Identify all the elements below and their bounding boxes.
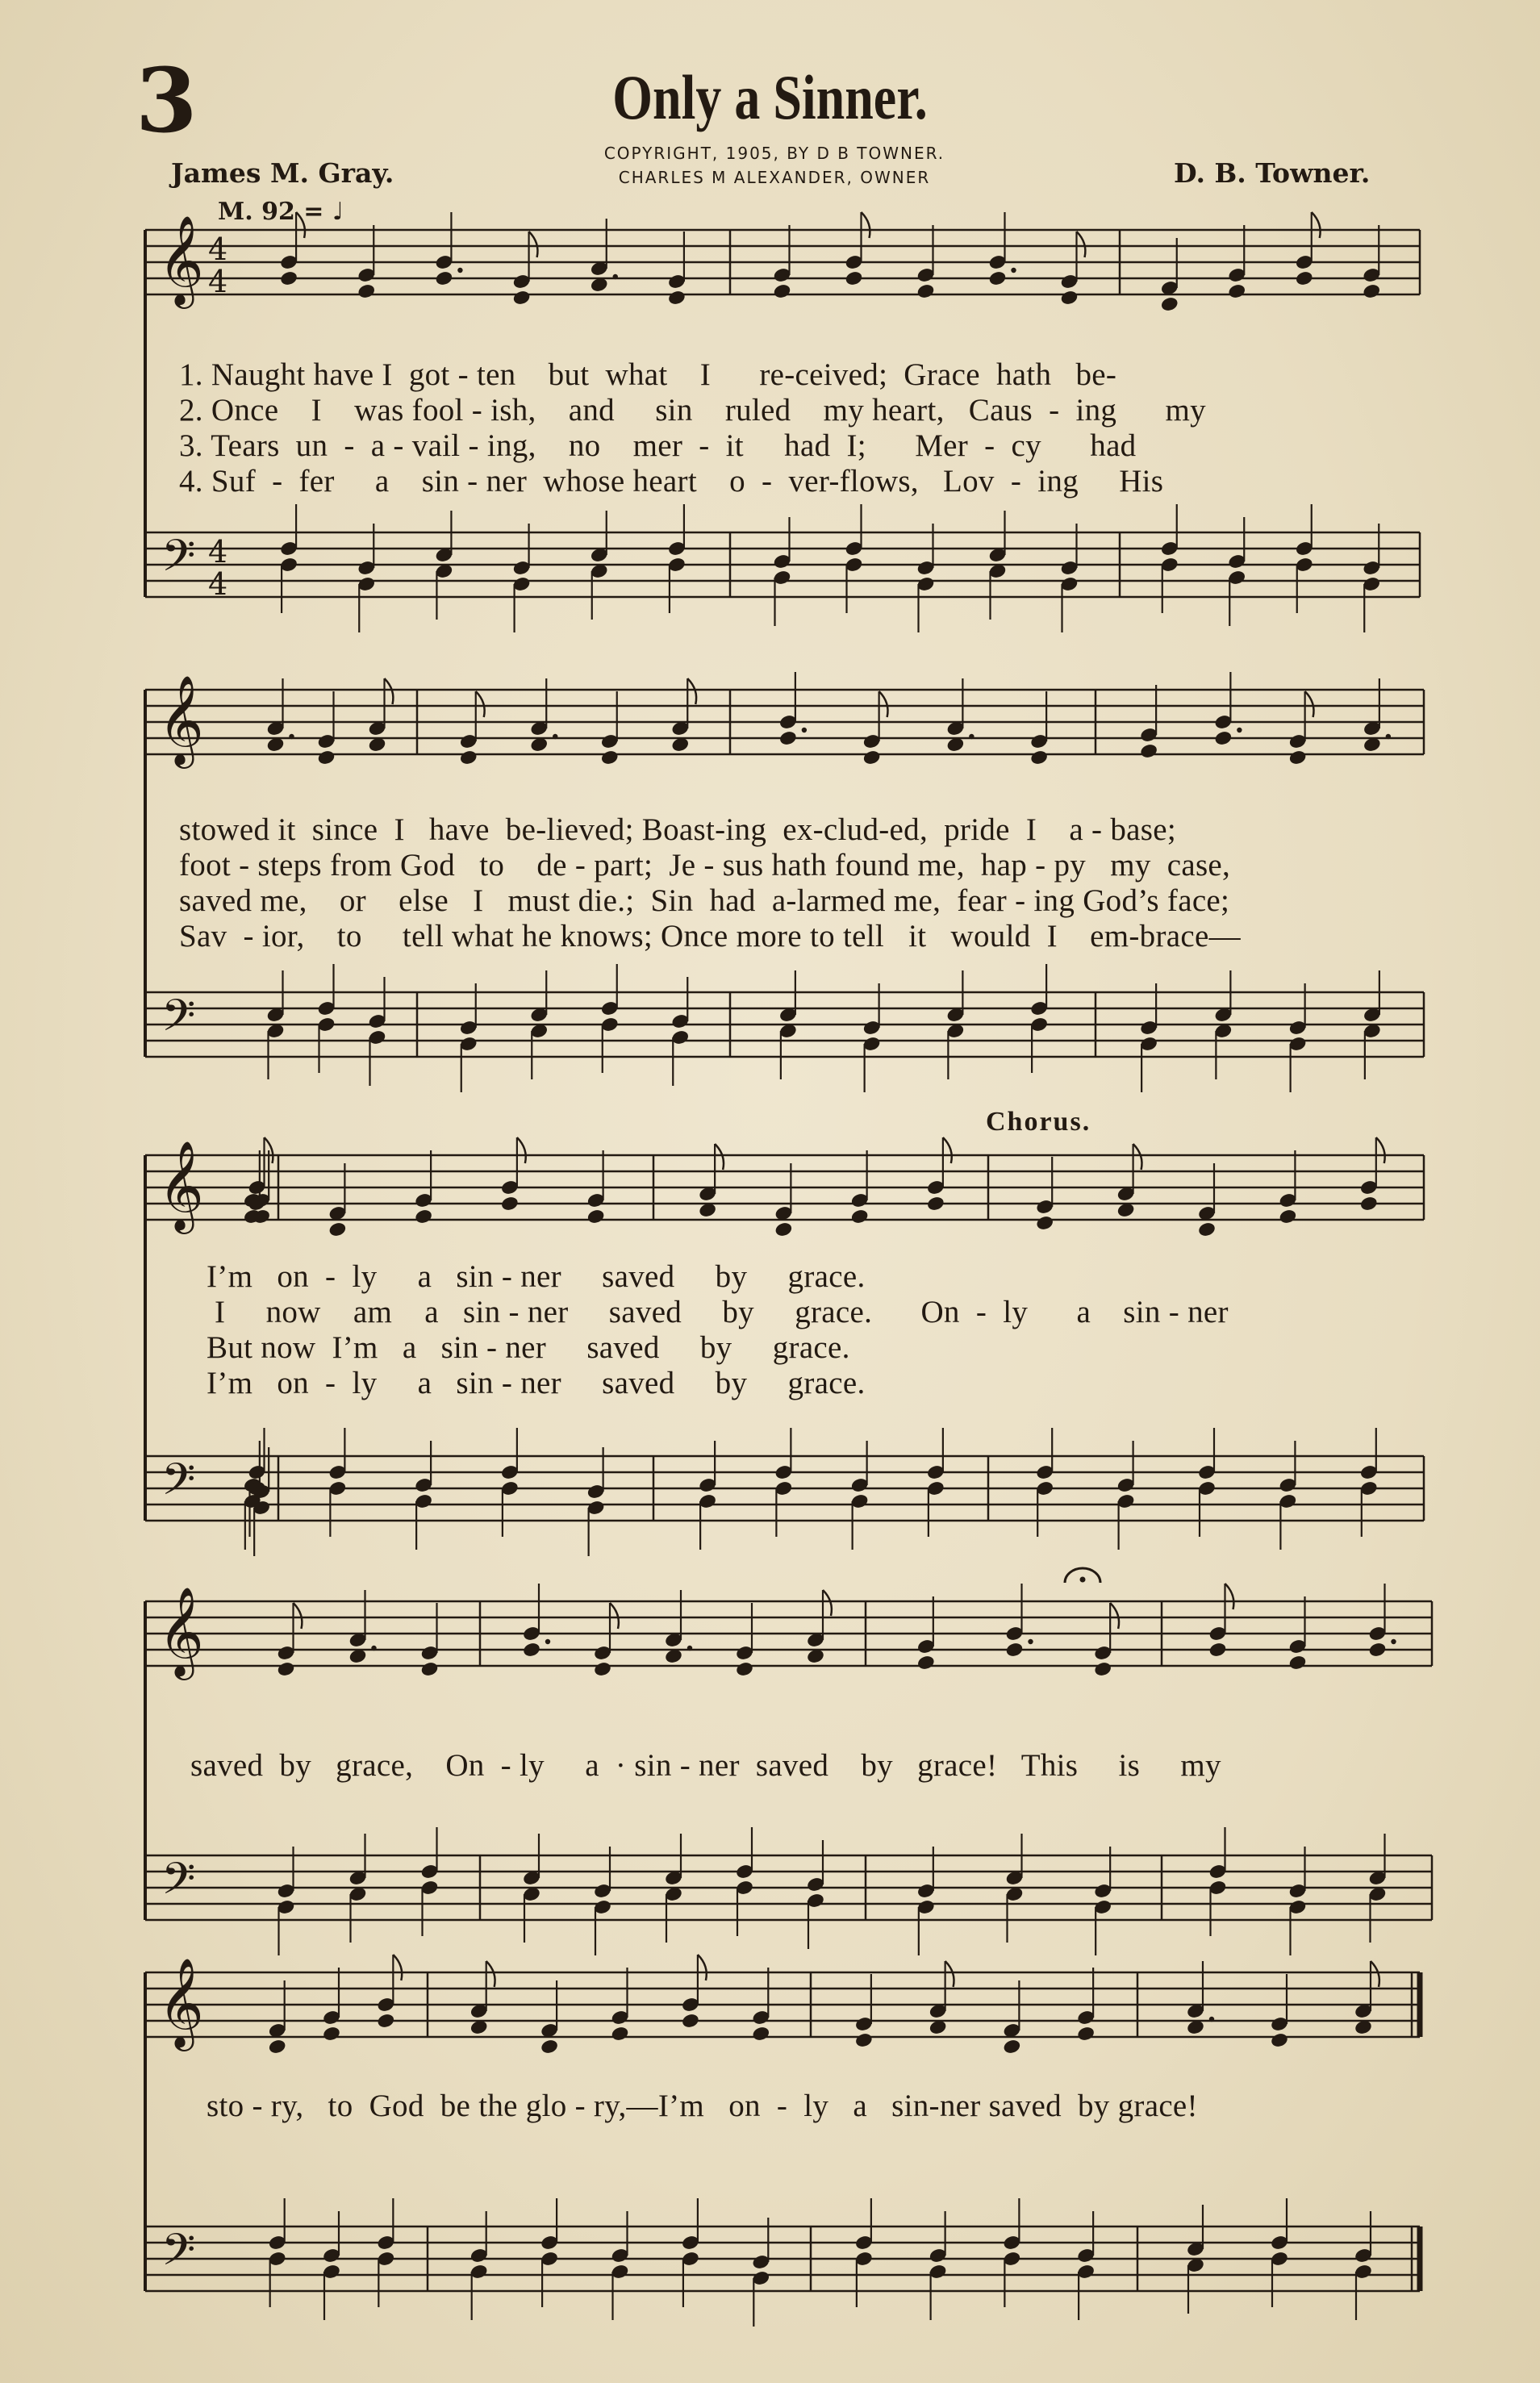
note-head	[420, 1661, 440, 1678]
note-head	[1208, 1642, 1228, 1659]
note-head	[916, 1655, 936, 1671]
note-head	[593, 1661, 612, 1678]
lyrics-s1-verse3: 3. Tears un - a - vail - ing, no mer - it had I; Mer - cy had	[179, 428, 1137, 463]
lyrics-s1-verse4: 4. Suf - fer a sin - ner whose heart o - ver-flows, Lov - ing His	[179, 464, 1164, 499]
dot	[1386, 734, 1391, 739]
chorus-label: Chorus.	[986, 1107, 1091, 1137]
dot	[1209, 2017, 1214, 2022]
note-head	[1368, 1642, 1388, 1659]
note-head	[751, 2026, 770, 2043]
treble-clef-icon: 𝄞	[158, 674, 204, 765]
dot	[613, 274, 618, 279]
note-head	[376, 2013, 395, 2030]
note-flag	[1305, 691, 1314, 717]
dot	[1391, 1639, 1396, 1644]
note-head	[1278, 1208, 1297, 1225]
note-head	[667, 290, 687, 307]
note-head	[1359, 1196, 1379, 1212]
dot	[289, 734, 294, 739]
note-flag	[486, 1961, 495, 1987]
note-head	[1139, 743, 1158, 760]
note-head	[774, 1221, 793, 1238]
note-flag	[296, 212, 305, 238]
hymn-title: Only a Sinner.	[612, 62, 928, 132]
note-head	[681, 2013, 700, 2030]
note-flag	[610, 1603, 619, 1629]
treble-clef-icon: 𝄞	[158, 1957, 204, 2047]
lyrics-s2-verse3: saved me, or else I must die.; Sin had a-larmed me, fear - ing God’s face;	[179, 883, 1230, 918]
lyrics-s1-verse2: 2. Once I was fool - ish, and sin ruled my heart, Caus - ing my	[179, 393, 1206, 428]
dot	[802, 728, 807, 732]
lyrics-s1-verse1: 1. Naught have I got - ten but what I re-ceived; Grace hath be-	[179, 357, 1117, 392]
dot	[545, 1639, 550, 1644]
note-head	[1362, 283, 1381, 300]
lyrics-s3-verse1: I’m on - ly a sin - ner saved by grace.	[207, 1259, 866, 1294]
note-head	[854, 2032, 874, 2049]
note-head	[279, 270, 298, 287]
dot	[1028, 1639, 1033, 1644]
note-head	[540, 2039, 559, 2055]
note-head	[778, 730, 798, 747]
note-head	[850, 1208, 870, 1225]
fermata-dot	[1080, 1577, 1086, 1583]
composer-credit: D. B. Towner.	[1174, 157, 1371, 189]
note-flag	[943, 1137, 952, 1163]
note-head	[1002, 2039, 1021, 2055]
note-head	[522, 1642, 541, 1659]
note-head	[357, 283, 376, 300]
note-flag	[1312, 212, 1321, 238]
bass-clef-icon: 𝄢	[161, 1853, 196, 1915]
dot	[371, 1646, 376, 1651]
note-flag	[823, 1590, 832, 1616]
dot	[1011, 268, 1016, 273]
note-flag	[879, 691, 888, 717]
note-head	[317, 749, 336, 766]
note-flag	[715, 1144, 724, 1170]
note-head	[1005, 1642, 1025, 1659]
note-head	[328, 1221, 347, 1238]
note-head	[414, 1208, 433, 1225]
time-sig-bottom: 4	[208, 566, 228, 602]
lyrics-s3-verse3: But now I’m a sin - ner saved by grace.	[207, 1330, 850, 1365]
note-flag	[862, 212, 870, 238]
note-head	[988, 270, 1008, 287]
note-head	[1035, 1215, 1054, 1232]
note-head	[862, 749, 882, 766]
lyrics-s3-verse2: I now am a sin - ner saved by grace. On - ly a sin - ner	[207, 1295, 1229, 1329]
note-flag	[476, 691, 485, 717]
note-head	[1295, 270, 1314, 287]
note-flag	[294, 1603, 303, 1629]
note-head	[735, 1661, 754, 1678]
dot	[969, 734, 974, 739]
note-head	[1076, 2026, 1096, 2043]
lyricist-credit: James M. Gray.	[171, 157, 394, 189]
note-head	[459, 749, 478, 766]
treble-clef-icon: 𝄞	[158, 1140, 204, 1230]
note-flag	[1133, 1144, 1142, 1170]
note-flag	[687, 678, 696, 704]
note-head	[512, 290, 532, 307]
time-sig-top: 4	[208, 534, 228, 570]
note-head	[1029, 749, 1049, 766]
note-flag	[393, 1955, 402, 1980]
note-head	[1197, 1221, 1217, 1238]
note-flag	[1376, 1137, 1385, 1163]
note-head	[611, 2026, 630, 2043]
lyrics-s4-chorus: saved by grace, On - ly a · sin - ner saved by grace! This is my	[190, 1748, 1221, 1783]
note-head	[586, 1208, 606, 1225]
note-head	[926, 1196, 945, 1212]
note-flag	[698, 1955, 707, 1980]
note-flag	[529, 232, 538, 257]
note-head	[322, 2026, 341, 2043]
note-head	[277, 1661, 296, 1678]
treble-clef-icon: 𝄞	[158, 215, 204, 305]
note-head	[1227, 283, 1246, 300]
dot	[553, 734, 557, 739]
lyrics-s2-verse4: Sav - ior, to tell what he knows; Once more to tell it would I em-brace—	[179, 919, 1241, 954]
note-head	[500, 1196, 520, 1212]
note-head	[600, 749, 620, 766]
note-head	[1288, 749, 1308, 766]
note-head	[1213, 730, 1233, 747]
treble-clef-icon: 𝄞	[158, 1586, 204, 1676]
note-head	[916, 283, 936, 300]
note-flag	[517, 1137, 526, 1163]
note-head	[1270, 2032, 1289, 2049]
note-head	[1060, 290, 1079, 307]
tempo-marking: M. 92 = ♩	[218, 198, 344, 226]
note-head	[1160, 296, 1179, 313]
bass-clef-icon: 𝄢	[161, 1454, 196, 1516]
note-flag	[1110, 1603, 1119, 1629]
note-flag	[945, 1961, 954, 1987]
note-flag	[1371, 1961, 1379, 1987]
note-head	[773, 283, 792, 300]
note-head	[1093, 1661, 1112, 1678]
bass-clef-icon: 𝄢	[161, 530, 196, 592]
lyrics-s2-verse1: stowed it since I have be-lieved; Boast-ing ex-clud-ed, pride I a - base;	[179, 812, 1176, 847]
note-flag	[385, 678, 394, 704]
dot	[457, 268, 462, 273]
note-head	[1288, 1655, 1308, 1671]
bass-clef-icon: 𝄢	[161, 2224, 196, 2286]
copyright-line-2: CHARLES M ALEXANDER, OWNER	[618, 168, 931, 187]
note-head	[268, 2039, 287, 2055]
note-head	[434, 270, 453, 287]
copyright-line-1: COPYRIGHT, 1905, BY D B TOWNER.	[603, 144, 945, 163]
note-flag	[1225, 1584, 1234, 1609]
hymn-number: 3	[136, 48, 198, 152]
dot	[1237, 728, 1242, 732]
note-flag	[1077, 232, 1086, 257]
dot	[687, 1646, 692, 1651]
lyrics-s3-verse4: I’m on - ly a sin - ner saved by grace.	[207, 1366, 866, 1400]
bass-clef-icon: 𝄢	[161, 990, 196, 1052]
note-head	[845, 270, 864, 287]
time-sig-bottom: 4	[208, 264, 228, 299]
lyrics-s5-chorus: sto - ry, to God be the glo - ry,—I’m on - ly a sin-ner saved by grace!	[207, 2089, 1198, 2123]
time-sig-top: 4	[208, 232, 228, 267]
lyrics-s2-verse2: foot - steps from God to de - part; Je - sus hath found me, hap - py my case,	[179, 848, 1231, 883]
